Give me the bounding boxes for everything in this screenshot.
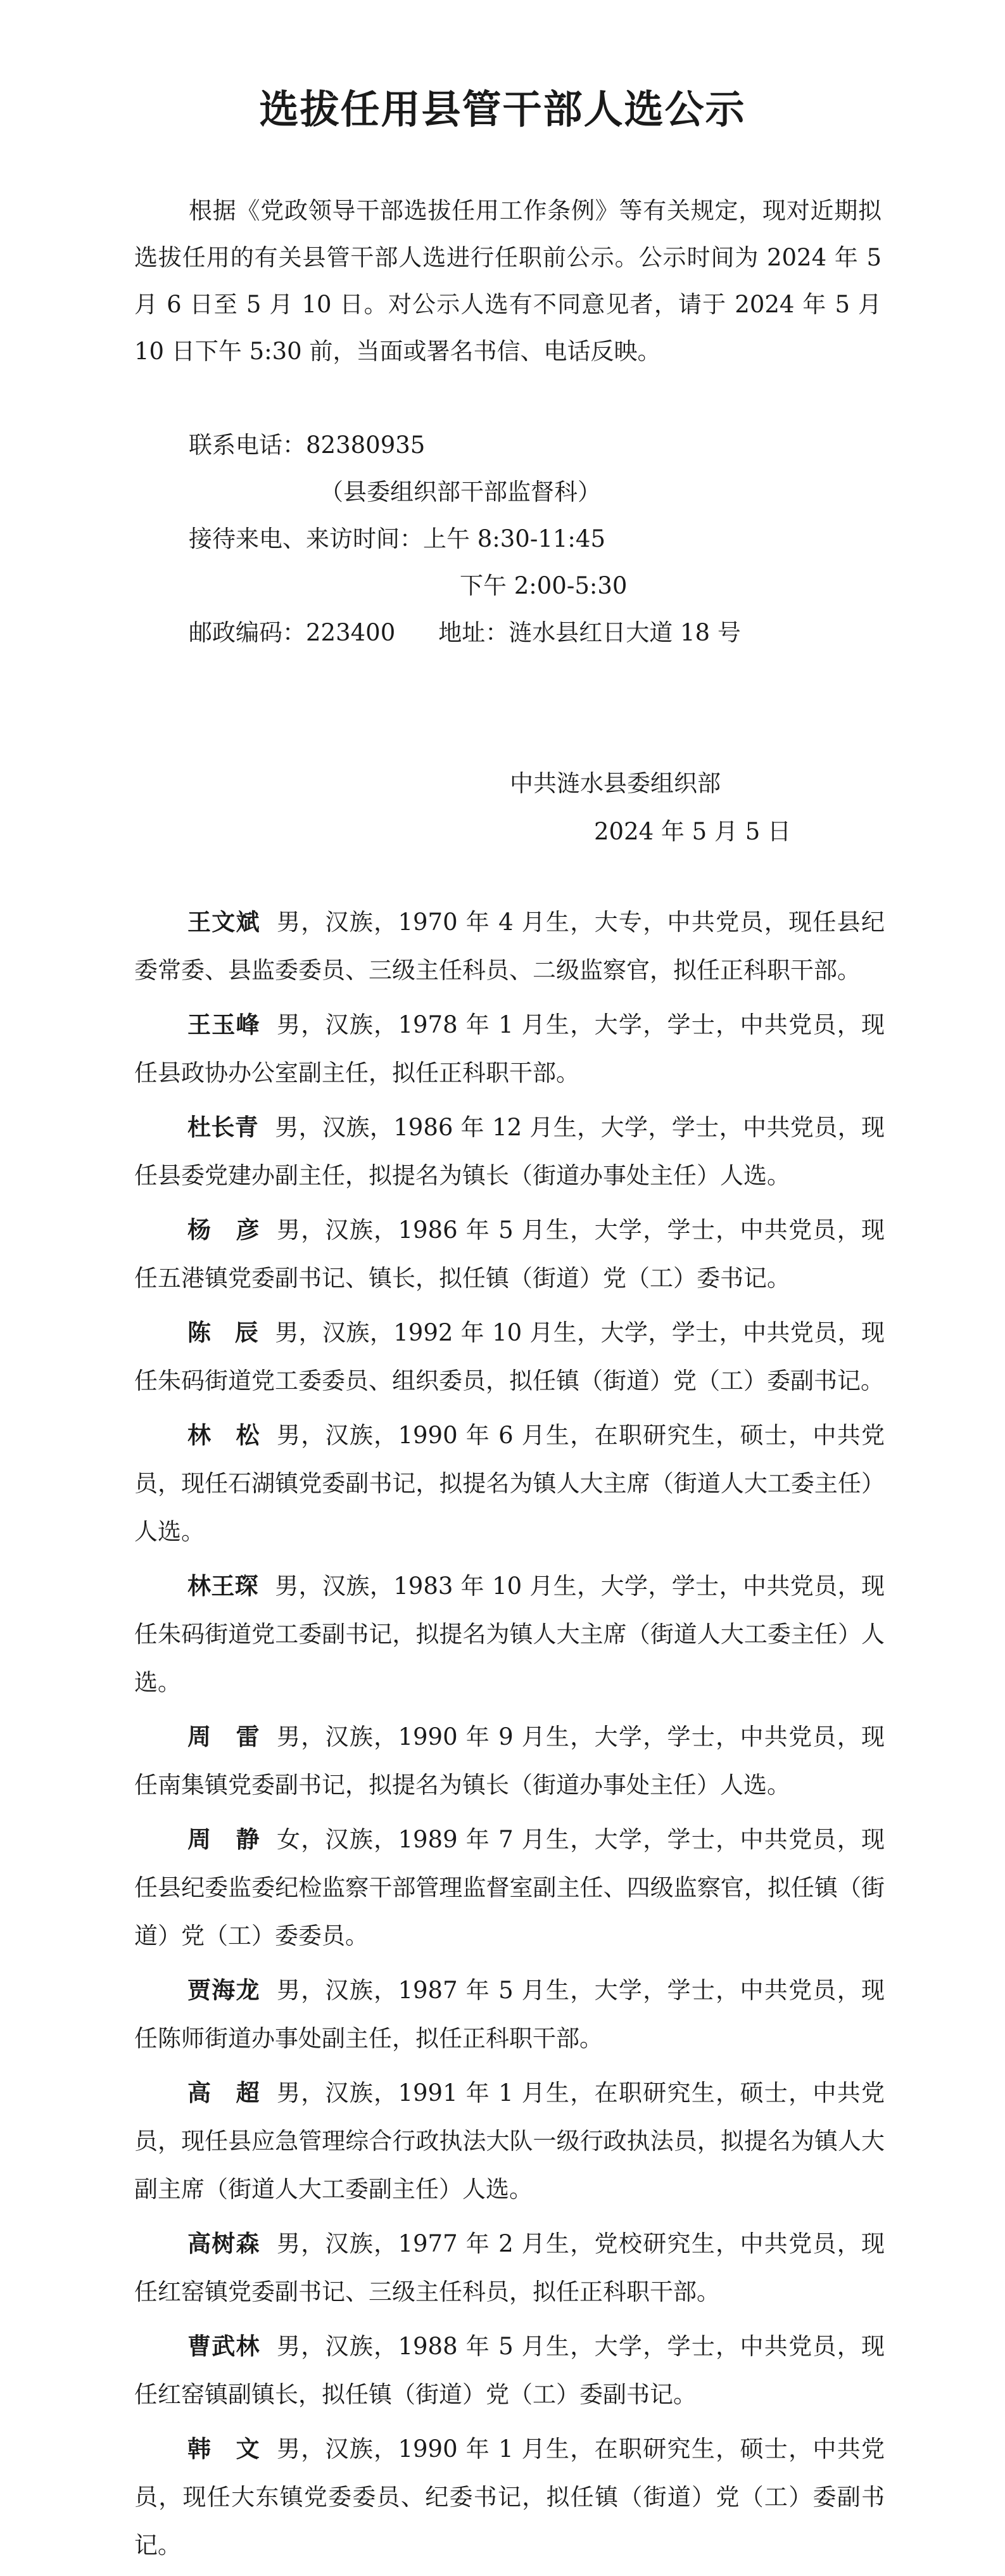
hours-label: 接待来电、来访时间：: [189, 525, 423, 552]
candidate-entry: [134, 898, 885, 995]
candidate-list: [134, 898, 885, 2576]
hours-line: [189, 516, 605, 563]
candidate-description: 男，汉族，1977 年 2 月生，党校研究生，中共党员，现任红窑镇党委副书记、三级主任科员，拟任正科职干部。: [134, 2230, 885, 2305]
department-line: （县委组织部干部监督科）: [320, 478, 601, 506]
candidate-entry: [134, 1713, 885, 1809]
candidate-name: 杨 彦: [187, 1216, 260, 1244]
candidate-name: 曹武林: [187, 2333, 260, 2360]
hours-am: 上午 8:30-11:45: [423, 525, 605, 552]
postcode: 223400: [306, 619, 396, 646]
candidate-entry: [134, 1309, 885, 1405]
address-label: 地址：: [438, 619, 509, 646]
page-title: 选拔任用县管干部人选公示: [259, 86, 746, 132]
postcode-address-line: [189, 609, 741, 656]
candidate-description: 男，汉族，1990 年 9 月生，大学，学士，中共党员，现任南集镇党委副书记，拟提名为镇长（街道办事处主任）人选。: [134, 1723, 885, 1799]
signature-date: 2024 年 5 月 5 日: [594, 818, 792, 845]
contact-phone-line: [189, 422, 425, 469]
candidate-description: 男，汉族，1992 年 10 月生，大学，学士，中共党员，现任朱码街道党工委委员、组织委员，拟任镇（街道）党（工）委副书记。: [134, 1319, 885, 1394]
candidate-description: 男，汉族，1986 年 5 月生，大学，学士，中共党员，现任五港镇党委副书记、镇长，拟任镇（街道）党（工）委书记。: [134, 1216, 885, 1292]
address: 涟水县红日大道 18 号: [509, 619, 741, 646]
candidate-name: 林王琛: [187, 1572, 259, 1600]
candidate-entry: [134, 1206, 885, 1303]
candidate-description: 男，汉族，1990 年 1 月生，在职研究生，硕士，中共党员，现任大东镇党委委员、纪委书记，拟任镇（街道）党（工）委副书记。: [134, 2435, 885, 2559]
candidate-name: 周 雷: [187, 1723, 260, 1750]
candidate-description: 男，汉族，1970 年 4 月生，大专，中共党员，现任县纪委常委、县监委委员、三级主任科员、二级监察官，拟任正科职干部。: [134, 909, 885, 984]
candidate-name: 韩 文: [187, 2435, 260, 2463]
candidate-name: 王玉峰: [187, 1011, 260, 1038]
phone-number: 82380935: [306, 431, 426, 459]
hours-pm: 下午 2:00-5:30: [460, 572, 628, 599]
candidate-description: 男，汉族，1988 年 5 月生，大学，学士，中共党员，现任红窑镇副镇长，拟任镇（街道）党（工）委副书记。: [134, 2333, 885, 2408]
candidate-name: 高 超: [187, 2079, 260, 2107]
candidate-name: 杜长青: [187, 1114, 259, 1141]
candidate-name: 陈 辰: [187, 1319, 259, 1346]
candidate-name: 王文斌: [187, 909, 260, 936]
candidate-entry: [134, 2323, 885, 2419]
candidate-name: 贾海龙: [187, 1977, 260, 2004]
candidate-entry: [134, 1562, 885, 1707]
candidate-entry: [134, 1104, 885, 1200]
candidate-entry: [134, 1412, 885, 1556]
candidate-entry: [134, 2220, 885, 2316]
phone-label: 联系电话：: [189, 431, 306, 459]
candidate-description: 男，汉族，1990 年 6 月生，在职研究生，硕士，中共党员，现任石湖镇党委副书记，拟提名为镇人大主席（街道人大工委主任）人选。: [134, 1422, 885, 1545]
candidate-entry: [134, 1967, 885, 2063]
candidate-description: 男，汉族，1978 年 1 月生，大学，学士，中共党员，现任县政协办公室副主任，拟任正科职干部。: [134, 1011, 885, 1087]
candidate-description: 男，汉族，1986 年 12 月生，大学，学士，中共党员，现任县委党建办副主任，拟提名为镇长（街道办事处主任）人选。: [134, 1114, 885, 1189]
postcode-label: 邮政编码：: [189, 619, 306, 646]
candidate-description: 男，汉族，1987 年 5 月生，大学，学士，中共党员，现任陈师街道办事处副主任，拟任正科职干部。: [134, 1977, 885, 2052]
candidate-description: 女，汉族，1989 年 7 月生，大学，学士，中共党员，现任县纪委监委纪检监察干部管理监督室副主任、四级监察官，拟任镇（街道）党（工）委委员。: [134, 1826, 885, 1949]
candidate-description: 男，汉族，1983 年 10 月生，大学，学士，中共党员，现任朱码街道党工委副书记，拟提名为镇人大主席（街道人大工委主任）人选。: [134, 1572, 885, 1696]
intro-paragraph: 根据《党政领导干部选拔任用工作条例》等有关规定，现对近期拟选拔任用的有关县管干部人选进行任职前公示。公示时间为 2024 年 5 月 6 日至 5 月 10 日。对公示人选有不同意见者，请于 2024 年 5 月 10 日下午 5:30 前，当面或署名书信、电话反映。: [134, 197, 882, 365]
signature-org: 中共涟水县委组织部: [510, 770, 721, 797]
candidate-name: 林 松: [187, 1422, 260, 1449]
candidate-entry: [134, 1816, 885, 1960]
candidate-description: 男，汉族，1991 年 1 月生，在职研究生，硕士，中共党员，现任县应急管理综合行政执法大队一级行政执法员，拟提名为镇人大副主席（街道人大工委副主任）人选。: [134, 2079, 885, 2203]
candidate-entry: [134, 1001, 885, 1097]
candidate-entry: [134, 2069, 885, 2214]
candidate-name: 周 静: [187, 1826, 260, 1853]
candidate-entry: [134, 2425, 885, 2570]
candidate-name: 高树森: [187, 2230, 260, 2257]
